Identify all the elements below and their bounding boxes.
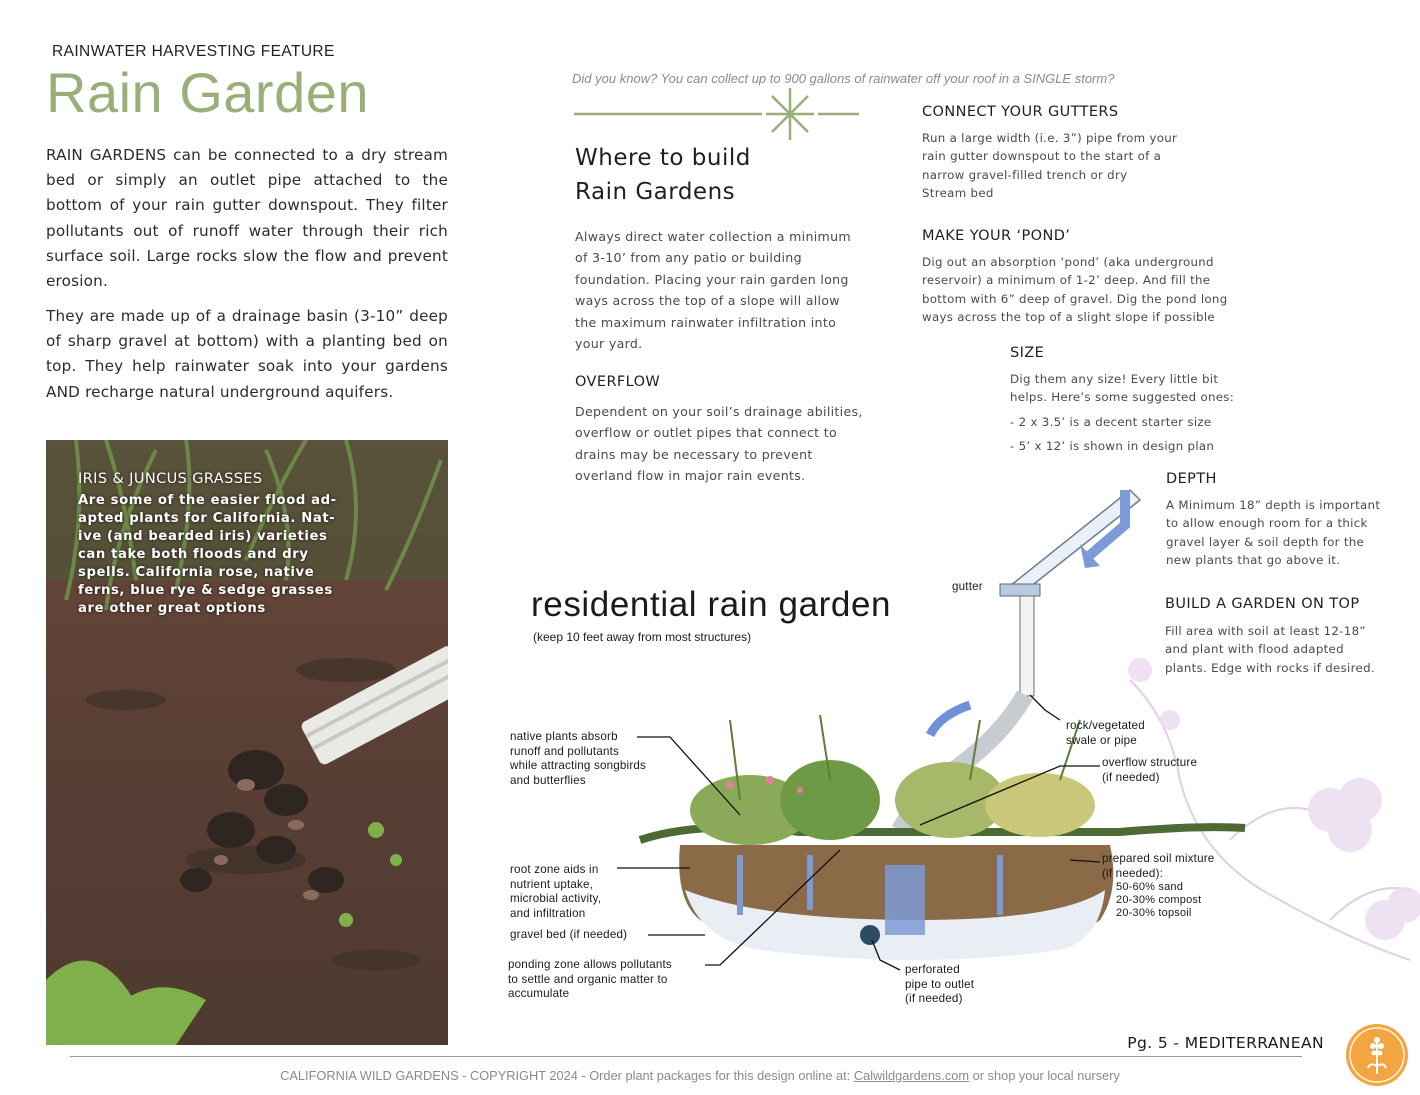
label-line: root zone aids in (510, 863, 599, 876)
feature-kicker: RAINWATER HARVESTING FEATURE (52, 43, 335, 60)
label-line: and infiltration (510, 906, 586, 920)
photo-caption (78, 471, 340, 618)
photo-caption-body (78, 492, 340, 618)
caption-line: spells. California rose, native (78, 565, 315, 580)
pond-heading: MAKE YOUR ‘POND’ (922, 228, 1071, 244)
depth-line: to allow enough room for a thick (1166, 516, 1368, 531)
pond-line: Dig out an absorption ‘pond’ (aka underground (922, 255, 1214, 269)
diagram-title: residential rain garden (531, 585, 892, 624)
where-line: of 3-10’ from any patio or building (575, 250, 802, 266)
label-line: (if needed) (905, 992, 963, 1006)
label-line: native plants absorb (510, 730, 618, 743)
garden-top-line: Fill area with soil at least 12-18” (1165, 624, 1366, 638)
pond-body (922, 253, 1242, 326)
label-line: prepared soil mixture (1102, 852, 1215, 865)
caption-line: ive (and bearded iris) varieties (78, 529, 328, 544)
label-line: runoff and pollutants (510, 744, 620, 758)
overflow-line: overland flow in major rain events. (575, 468, 806, 484)
label-line: swale or pipe (1066, 733, 1137, 747)
diagram-subtitle: (keep 10 feet away from most structures) (533, 630, 752, 644)
downspout-shape (1020, 596, 1034, 696)
pond-line: bottom with 6” deep of gravel. Dig the pond long (922, 291, 1228, 306)
depth-line: new plants that go above it. (1166, 552, 1341, 567)
label-line: (if needed): (1102, 866, 1164, 880)
caption-line: can take both floods and dry (78, 547, 309, 562)
label-line: overflow structure (1102, 756, 1198, 769)
label-line: (if needed) (1102, 770, 1160, 784)
overflow-body (575, 401, 875, 487)
caption-line: ferns, blue rye & sedge grasses (78, 583, 333, 598)
footer-suffix: or shop your local nursery (969, 1068, 1120, 1083)
did-you-know-text: Did you know? You can collect up to 900 gallons of rainwater off your roof in a SINGLE storm? (572, 71, 1115, 86)
garden-top-heading: BUILD A GARDEN ON TOP (1165, 596, 1360, 612)
caption-line: Are some of the easier flood ad- (78, 493, 337, 508)
photo-caption-heading: IRIS & JUNCUS GRASSES (78, 471, 263, 487)
size-body (1010, 370, 1250, 455)
where-title-line: Rain Gardens (575, 179, 736, 205)
pond-line: ways across the top of a slight slope if possible (922, 309, 1215, 324)
label-line: to settle and organic matter to (508, 972, 668, 986)
where-body (575, 226, 875, 354)
label-overflow-structure (1102, 756, 1197, 785)
label-line: nutrient uptake, (510, 877, 594, 891)
label-prepared-soil (1102, 852, 1214, 920)
label-line: while attracting songbirds (510, 759, 647, 773)
swale-flow-arrow-icon (930, 705, 970, 735)
size-line: helps. Here’s some suggested ones: (1010, 390, 1235, 405)
garden-top-line: plants. Edge with rocks if desired. (1165, 660, 1375, 675)
intro-paragraph-2: They are made up of a drainage basin (3-10” deep of sharp gravel at bottom) with a planting bed on top. They help rainwater soak into your gardens AND recharge natural underground aquifers. (46, 307, 448, 401)
overflow-line: Dependent on your soil’s drainage abilities, (575, 404, 863, 419)
where-line: the maximum rainwater infiltration into (575, 314, 837, 330)
label-line: perforated (905, 963, 960, 976)
where-line: Always direct water collection a minimum (575, 229, 851, 244)
soil-mix-item: 50-60% sand (1116, 881, 1184, 894)
overflow-line: overflow or outlet pipes that connect to (575, 425, 837, 441)
perforated-pipe-icon (860, 925, 880, 945)
lavender-logo-icon (1344, 1022, 1410, 1088)
label-root-zone (510, 863, 601, 921)
size-list-item: - 5’ x 12’ is shown in design plan (1010, 438, 1215, 453)
footer-divider (70, 1056, 1302, 1057)
gutters-body (922, 129, 1222, 202)
page-number: Pg. 5 - MEDITERRANEAN (1127, 1034, 1324, 1052)
footer-text (0, 1068, 1400, 1083)
gutters-line: narrow gravel-filled trench or dry (922, 167, 1128, 182)
label-line: ponding zone allows pollutants (508, 958, 672, 971)
overflow-heading: OVERFLOW (575, 374, 661, 390)
roof-shape (1005, 490, 1140, 595)
depth-line: A Minimum 18” depth is important (1166, 498, 1381, 512)
label-native-plants (510, 730, 646, 788)
gutters-line: rain gutter downspout to the start of a (922, 149, 1162, 164)
label-gutter: gutter (952, 580, 983, 593)
label-ponding-zone (508, 958, 672, 1002)
caption-line: are other great options (78, 601, 266, 616)
size-list-item: - 2 x 3.5’ is a decent starter size (1010, 414, 1212, 429)
size-line: Dig them any size! Every little bit (1010, 372, 1219, 386)
label-gravel-bed: gravel bed (if needed) (510, 928, 628, 941)
size-heading: SIZE (1010, 345, 1045, 361)
where-to-build-heading (575, 141, 751, 209)
label-line: accumulate (508, 987, 570, 1001)
gutters-heading: CONNECT YOUR GUTTERS (922, 104, 1119, 120)
label-perforated-pipe (905, 963, 974, 1007)
page-title: Rain Garden (46, 61, 370, 124)
overflow-line: drains may be necessary to prevent (575, 446, 813, 462)
label-line: and butterflies (510, 773, 586, 787)
where-line: your yard. (575, 336, 643, 352)
depth-line: gravel layer & soil depth for the (1166, 534, 1365, 549)
where-title-line: Where to build (575, 145, 751, 171)
website-link[interactable]: Calwildgardens.com (853, 1068, 970, 1083)
starburst-divider-icon (574, 86, 860, 142)
where-line: foundation. Placing your rain garden long (575, 271, 849, 287)
label-line: rock/vegetated (1066, 719, 1145, 732)
soil-mix-list (1102, 881, 1214, 920)
overflow-structure-shape (885, 865, 925, 935)
soil-mix-item: 20-30% compost (1116, 894, 1202, 907)
gutters-line: Stream bed (922, 185, 994, 200)
intro-paragraph-1: RAIN GARDENS can be connected to a dry stream bed or simply an outlet pipe attached to the bottom of your rain gutter downspout. They filter pollutants out of runoff water through their rich surface soil. Large rocks slow the flow and prevent erosion. (46, 146, 448, 291)
label-swale (1066, 719, 1145, 748)
footer-copyright: CALIFORNIA WILD GARDENS - COPYRIGHT 2024 - Order plant packages for this design online at: (280, 1068, 854, 1083)
where-line: ways across the top of a slope will allow (575, 293, 840, 309)
pond-line: reservoir) a minimum of 1-2’ deep. And fill the (922, 273, 1211, 288)
depth-heading: DEPTH (1166, 471, 1217, 487)
gutters-line: Run a large width (i.e. 3”) pipe from your (922, 131, 1178, 145)
gutter-shape (1000, 584, 1040, 596)
label-line: pipe to outlet (905, 977, 975, 991)
soil-mix-item: 20-30% topsoil (1116, 907, 1192, 920)
label-line: microbial activity, (510, 892, 602, 906)
garden-top-line: and plant with flood adapted (1165, 642, 1344, 657)
caption-line: apted plants for California. Nat- (78, 511, 336, 526)
